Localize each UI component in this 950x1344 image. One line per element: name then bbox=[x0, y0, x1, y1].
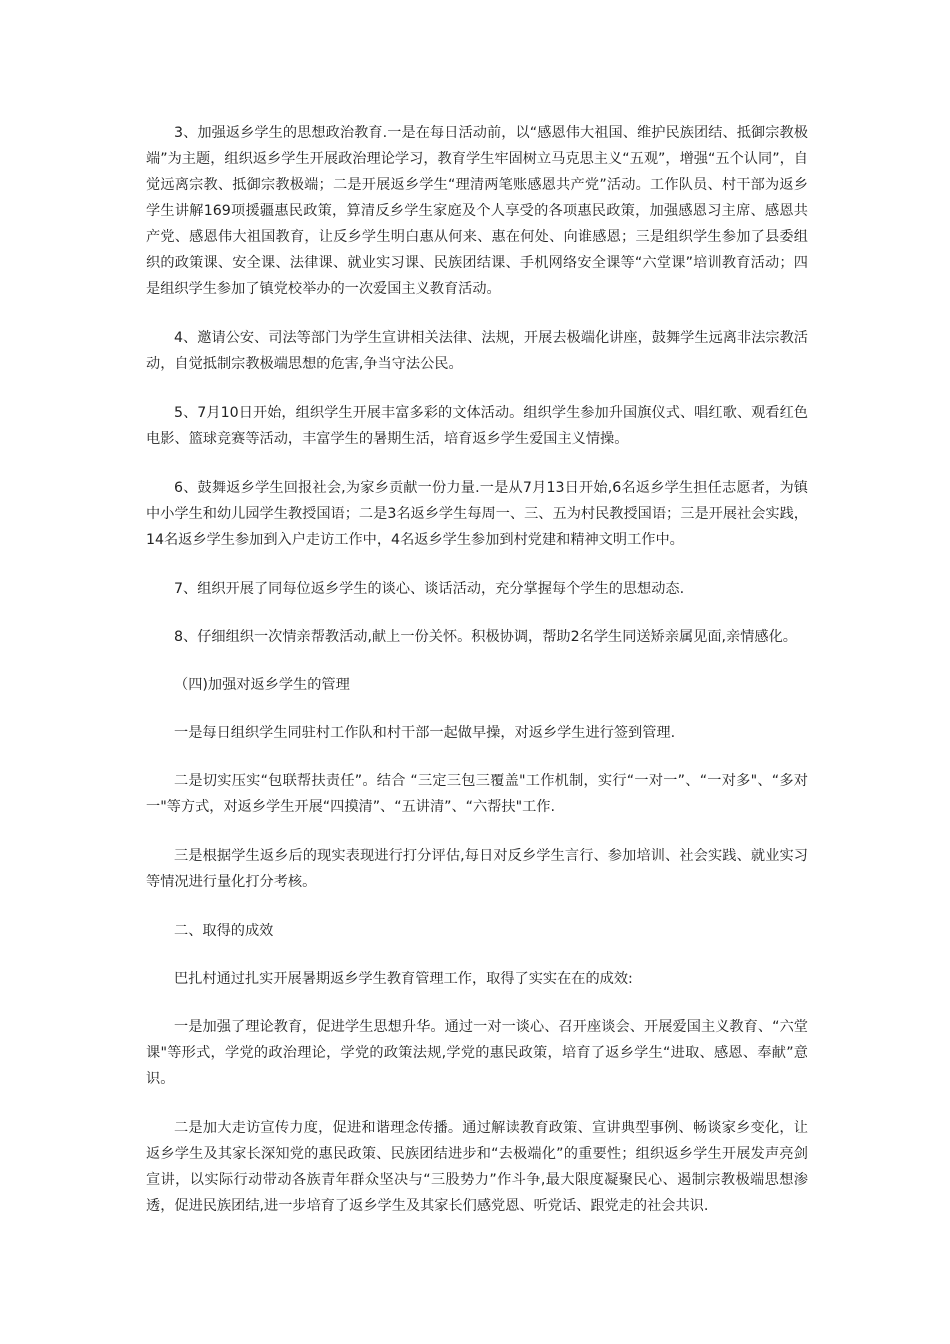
paragraph-item-6: 6、鼓舞返乡学生回报社会,为家乡贡献一份力量.一是从7月13日开始,6名返乡学生担任志愿者，为镇中小学生和幼儿园学生教授国语；二是3名返乡学生每周一、三、五为村民教授国语；三是开展社会实践，14名返乡学生参加到入户走访工作中，4名返乡学生参加到村党建和精神文明工作中。 bbox=[146, 480, 808, 548]
paragraph-management-3: 三是根据学生返乡后的现实表现进行打分评估,每日对反乡学生言行、参加培训、社会实践、就业实习等情况进行量化打分考核。 bbox=[146, 848, 808, 890]
paragraph-item-3: 3、加强返乡学生的思想政治教育.一是在每日活动前，以“感恩伟大祖国、维护民族团结、抵御宗教极端”为主题，组织返乡学生开展政治理论学习，教育学生牢固树立马克思主义“五观”，增强“五个认同”，自觉远离宗教、抵御宗教极端；二是开展返乡学生“理清两笔账感恩共产党”活动。工作队员、村干部为返乡学生讲解169项援疆惠民政策，算清反乡学生家庭及个人享受的各项惠民政策，加强感恩习主席、感恩共产党、感恩伟大祖国教育，让反乡学生明白惠从何来、惠在何处、向谁感恩；三是组织学生参加了县委组织的政策课、安全课、法律课、就业实习课、民族团结课、手机网络安全课等“六堂课”培训教育活动；四是组织学生参加了镇党校举办的一次爱国主义教育活动。 bbox=[146, 125, 808, 297]
section-heading-management: （四)加强对返乡学生的管理 bbox=[174, 677, 350, 693]
paragraph-item-8: 8、仔细组织一次情亲帮教活动,献上一份关怀。积极协调，帮助2名学生同送矫亲属见面,亲情感化。 bbox=[174, 629, 797, 645]
paragraph-item-4: 4、邀请公安、司法等部门为学生宣讲相关法律、法规，开展去极端化讲座，鼓舞学生远离非法宗教活动，自觉抵制宗教极端思想的危害,争当守法公民。 bbox=[146, 330, 808, 372]
paragraph-management-2: 二是切实压实“包联帮扶责任”。结合 “三定三包三覆盖"工作机制，实行“一对一”、“一对多"、“多对一"等方式，对返乡学生开展“四摸清”、“五讲清”、“六帮扶"工作. bbox=[146, 773, 808, 815]
paragraph-management-1: 一是每日组织学生同驻村工作队和村干部一起做早操，对返乡学生进行签到管理. bbox=[174, 725, 676, 741]
paragraph-results-1: 一是加强了理论教育，促进学生思想升华。通过一对一谈心、召开座谈会、开展爱国主义教育、“六堂课"等形式，学党的政治理论，学党的政策法规,学党的惠民政策，培育了返乡学生“进取、感恩、奉献”意识。 bbox=[146, 1019, 808, 1087]
paragraph-results-intro: 巴扎村通过扎实开展暑期返乡学生教育管理工作，取得了实实在在的成效: bbox=[174, 971, 633, 987]
paragraph-item-7: 7、组织开展了同每位返乡学生的谈心、谈话活动，充分掌握每个学生的思想动态. bbox=[174, 581, 685, 597]
paragraph-item-5: 5、7月10日开始，组织学生开展丰富多彩的文体活动。组织学生参加升国旗仪式、唱红歌、观看红色电影、篮球竞赛等活动，丰富学生的暑期生活，培育返乡学生爱国主义情操。 bbox=[146, 405, 808, 447]
document-page bbox=[146, 120, 808, 1219]
paragraph-results-2: 二是加大走访宣传力度，促进和谐理念传播。通过解读教育政策、宣讲典型事例、畅谈家乡变化，让返乡学生及其家长深知党的惠民政策、民族团结进步和“去极端化”的重要性；组织返乡学生开展发声亮剑宣讲，以实际行动带动各族青年群众坚决与“三股势力”作斗争,最大限度凝聚民心、遏制宗教极端思想渗透，促进民族团结,进一步培育了返乡学生及其家长们感党恩、听党话、跟党走的社会共识. bbox=[146, 1120, 808, 1214]
section-heading-results: 二、取得的成效 bbox=[174, 923, 274, 939]
